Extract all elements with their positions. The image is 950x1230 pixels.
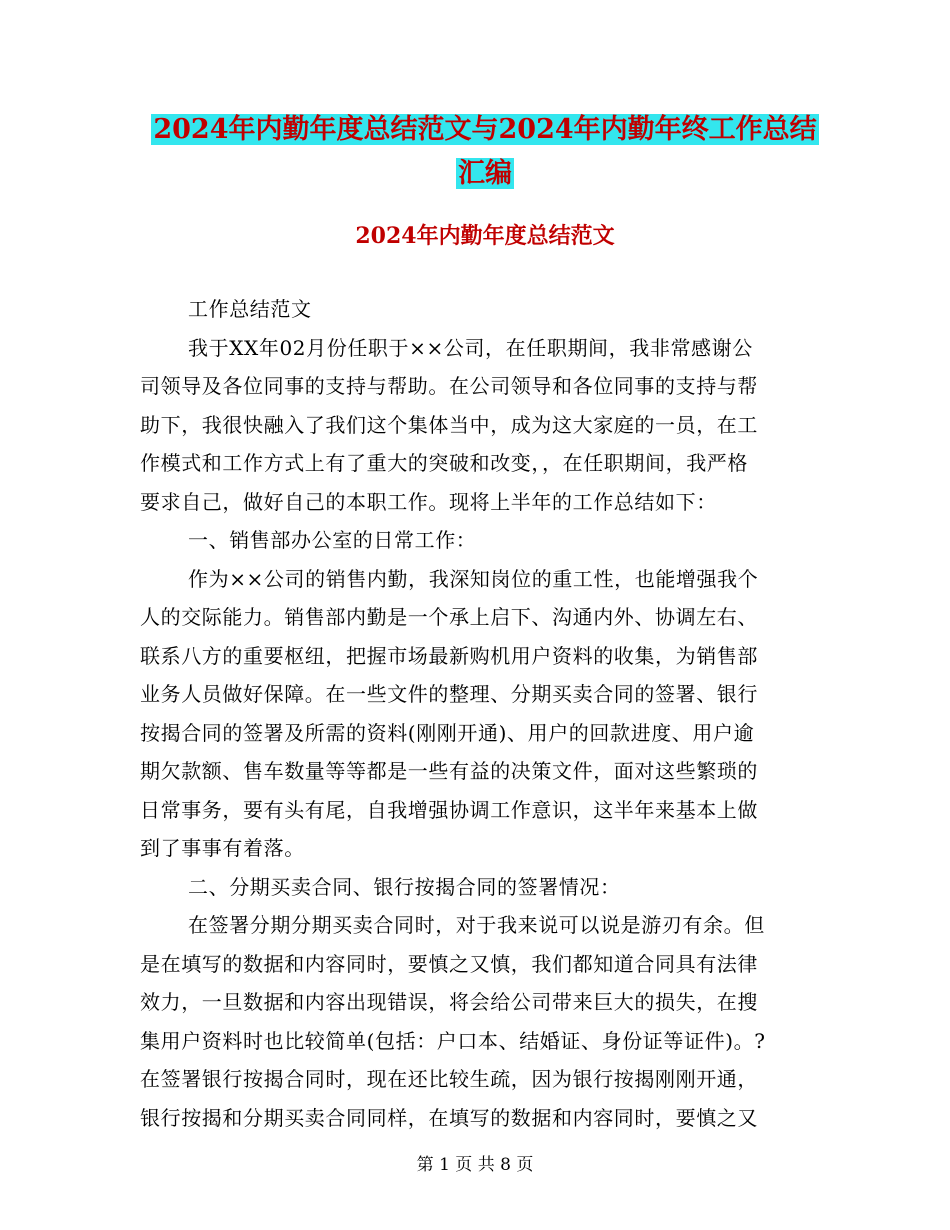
body-line: 二、分期买卖合同、银行按揭合同的签署情况： xyxy=(188,875,621,899)
body-line: 是在填写的数据和内容同时，要慎之又慎，我们都知道合同具有法律 xyxy=(140,952,758,976)
body-line: 联系八方的重要枢纽，把握市场最新购机用户资料的收集，为销售部 xyxy=(140,644,758,668)
body-line: 作为××公司的销售内勤，我深知岗位的重工性，也能增强我个 xyxy=(188,567,759,591)
body-line: 期欠款额、售车数量等等都是一些有益的决策文件，面对这些繁琐的 xyxy=(140,759,758,783)
body-line: 作模式和工作方式上有了重大的突破和改变，，在任职期间，我严格 xyxy=(140,451,748,475)
title-highlight-2: 汇编 xyxy=(458,158,512,189)
page-footer: 第 1 页 共 8 页 xyxy=(416,1155,534,1175)
body-line: 司领导及各位同事的支持与帮助。在公司领导和各位同事的支持与帮 xyxy=(140,374,758,398)
body-line: 银行按揭和分期买卖合同同样，在填写的数据和内容同时，要慎之又 xyxy=(140,1106,758,1130)
body-line: 在签署分期分期买卖合同时，对于我来说可以说是游刃有余。但 xyxy=(188,913,765,937)
body-line: 效力，一旦数据和内容出现错误，将会给公司带来巨大的损失，在搜 xyxy=(140,990,758,1014)
body-line: 业务人员做好保障。在一些文件的整理、分期买卖合同的签署、银行 xyxy=(140,682,758,706)
body-line: 在签署银行按揭合同时，现在还比较生疏，因为银行按揭刚刚开通， xyxy=(140,1067,758,1091)
body-line: 人的交际能力。销售部内勤是一个承上启下、沟通内外、协调左右、 xyxy=(140,605,758,629)
body-line: 日常事务，要有头有尾，自我增强协调工作意识，这半年来基本上做 xyxy=(140,798,758,822)
document-title-line-2 xyxy=(140,152,830,196)
body-line: 工作总结范文 xyxy=(188,297,312,321)
document-title-line-1 xyxy=(140,108,830,152)
body-line: 按揭合同的签署及所需的资料(刚刚开通)、用户的回款进度、用户逾 xyxy=(140,721,755,745)
body-line: 我于XX年02月份任职于××公司，在任职期间，我非常感谢公 xyxy=(188,336,753,360)
body-line: 助下，我很快融入了我们这个集体当中，成为这大家庭的一员，在工 xyxy=(140,413,758,437)
body-line: 集用户资料时也比较简单(包括：户口本、结婚证、身份证等证件)。? xyxy=(140,1029,766,1053)
body-line: 一、销售部办公室的日常工作： xyxy=(188,528,477,552)
title-highlight-1: 2024年内勤年度总结范文与2024年内勤年终工作总结 xyxy=(153,114,817,145)
body-line: 到了事事有着落。 xyxy=(140,836,305,860)
section-title: 2024年内勤年度总结范文 xyxy=(355,223,615,249)
body-line: 要求自己，做好自己的本职工作。现将上半年的工作总结如下： xyxy=(140,490,717,514)
